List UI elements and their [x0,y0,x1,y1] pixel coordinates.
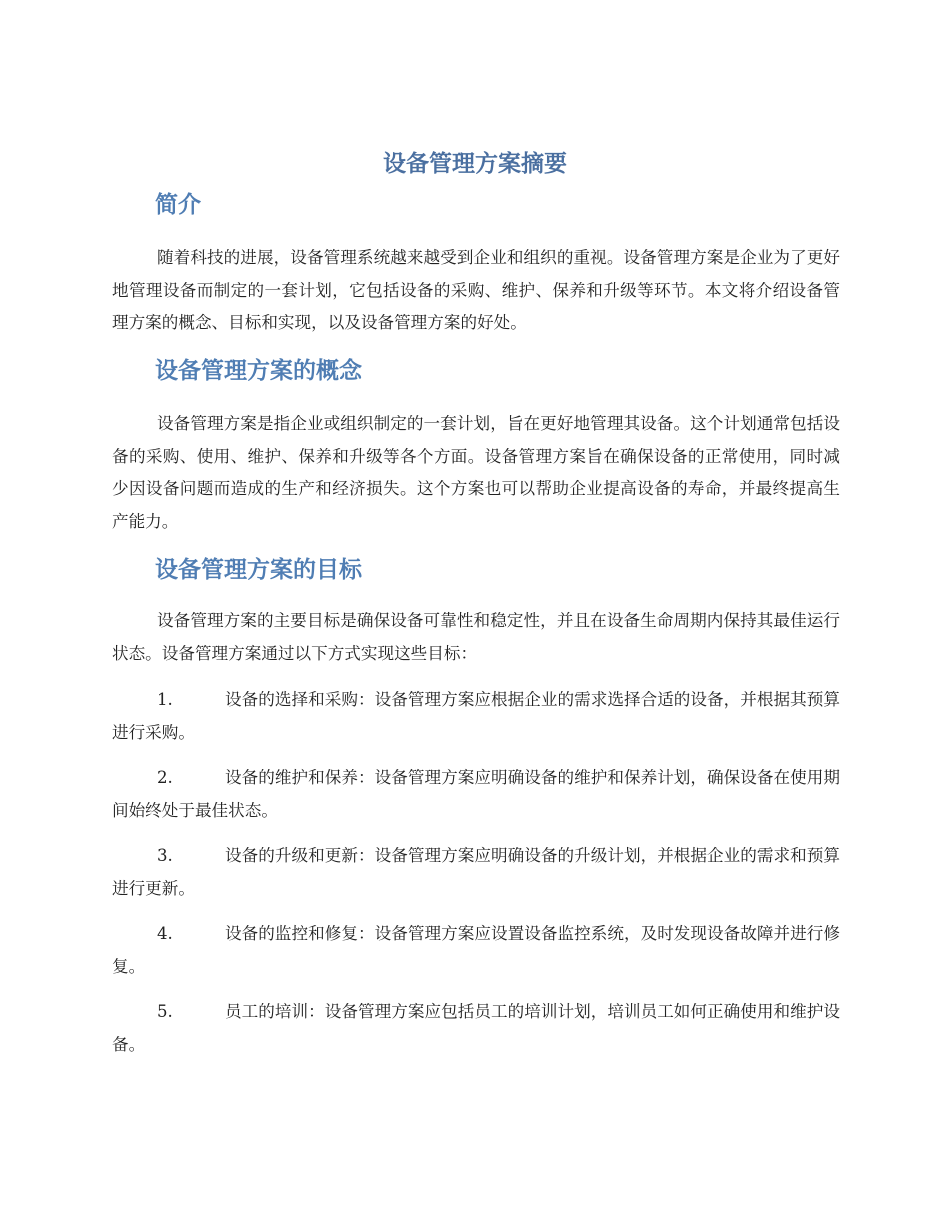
goals-paragraph: 设备管理方案的主要目标是确保设备可靠性和稳定性，并且在设备生命周期内保持其最佳运行状态。设备管理方案通过以下方式实现这些目标： [112,611,840,663]
list-number: 4. [157,924,173,943]
goal-list-item [112,918,840,983]
concept-paragraph: 设备管理方案是指企业或组织制定的一套计划，旨在更好地管理其设备。这个计划通常包括设备的采购、使用、维护、保养和升级等各个方面。设备管理方案旨在确保设备的正常使用，同时减少因设备问题而造成的生产和经济损失。这个方案也可以帮助企业提高设备的寿命，并最终提高生产能力。 [112,414,840,531]
goal-list-item [112,762,840,827]
list-text: 员工的培训：设备管理方案应包括员工的培训计划，培训员工如何正确使用和维护设备。 [112,1002,840,1054]
list-number: 5. [157,1002,173,1021]
goal-list-item [112,996,840,1061]
list-text: 设备的监控和修复：设备管理方案应设置设备监控系统，及时发现设备故障并进行修复。 [112,924,840,976]
document-title: 设备管理方案摘要 [383,151,567,177]
list-number: 3. [157,846,173,865]
list-text: 设备的选择和采购：设备管理方案应根据企业的需求选择合适的设备，并根据其预算进行采购。 [112,690,840,742]
intro-paragraph: 随着科技的进展，设备管理系统越来越受到企业和组织的重视。设备管理方案是企业为了更好地管理设备而制定的一套计划，它包括设备的采购、维护、保养和升级等环节。本文将介绍设备管理方案的概念、目标和实现，以及设备管理方案的好处。 [112,248,840,332]
section-heading-goals: 设备管理方案的目标 [155,557,362,583]
goal-list-item [112,684,840,749]
list-text: 设备的维护和保养：设备管理方案应明确设备的维护和保养计划，确保设备在使用期间始终处于最佳状态。 [112,768,840,820]
goal-list-item [112,840,840,905]
list-number: 1. [157,690,173,709]
list-text: 设备的升级和更新：设备管理方案应明确设备的升级计划，并根据企业的需求和预算进行更新。 [112,846,840,898]
list-number: 2. [157,768,173,787]
section-heading-concept: 设备管理方案的概念 [155,358,362,384]
section-heading-intro: 简介 [155,192,201,218]
